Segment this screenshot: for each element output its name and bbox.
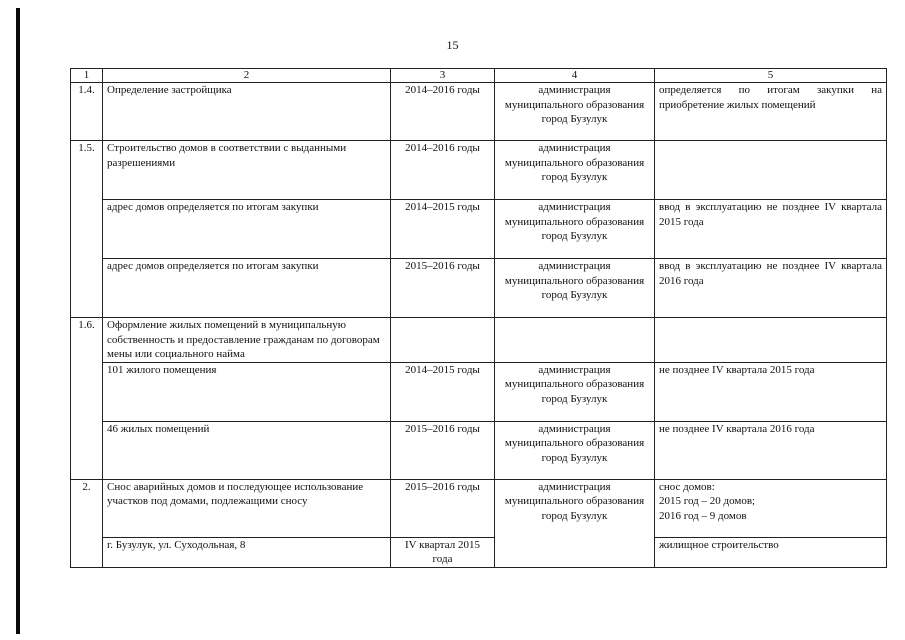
executor-cell: администрация муниципального образования город Бузулук xyxy=(495,362,655,421)
row-number: 2. xyxy=(71,479,103,567)
result-cell xyxy=(655,479,887,537)
action-cell: 101 жилого помещения xyxy=(103,362,391,421)
page-number: 15 xyxy=(446,38,459,52)
row-number: 1.4. xyxy=(71,83,103,141)
result-cell xyxy=(655,318,887,363)
table-row xyxy=(71,421,887,479)
result-cell: жилищное строительство xyxy=(655,537,887,567)
action-cell: Строительство домов в соответствии с выданными разрешениями xyxy=(103,141,391,200)
table-row xyxy=(71,141,887,200)
executor-cell: администрация муниципального образования город Бузулук xyxy=(495,421,655,479)
table-header-row xyxy=(71,69,887,83)
result-cell xyxy=(655,141,887,200)
executor-cell: администрация муниципального образования город Бузулук xyxy=(495,141,655,200)
period-cell: IV квартал 2015 года xyxy=(391,537,495,567)
executor-cell: администрация муниципального образования город Бузулук xyxy=(495,259,655,318)
table-row xyxy=(71,537,887,567)
action-cell: адрес домов определяется по итогам закупки xyxy=(103,200,391,259)
action-cell: адрес домов определяется по итогам закупки xyxy=(103,259,391,318)
table-row xyxy=(71,479,887,537)
column-header: 5 xyxy=(655,69,887,83)
table-row xyxy=(71,83,887,141)
period-cell: 2014–2015 годы xyxy=(391,362,495,421)
program-table xyxy=(70,68,887,568)
period-cell: 2014–2016 годы xyxy=(391,141,495,200)
action-cell: 46 жилых помещений xyxy=(103,421,391,479)
table-row xyxy=(71,318,887,363)
period-cell: 2015–2016 годы xyxy=(391,259,495,318)
action-cell: Оформление жилых помещений в муниципальную собственность и предоставление гражданам по договорам мены или социального найма xyxy=(103,318,391,363)
table-row xyxy=(71,362,887,421)
result-cell: не позднее IV квартала 2016 года xyxy=(655,421,887,479)
result-cell: ввод в эксплуатацию не позднее IV квартала 2015 года xyxy=(655,200,887,259)
period-cell xyxy=(391,318,495,363)
executor-cell: администрация муниципального образования город Бузулук xyxy=(495,200,655,259)
column-header: 3 xyxy=(391,69,495,83)
column-header: 1 xyxy=(71,69,103,83)
action-cell: г. Бузулук, ул. Суходольная, 8 xyxy=(103,537,391,567)
result-cell: ввод в эксплуатацию не позднее IV квартала 2016 года xyxy=(655,259,887,318)
row-number: 1.6. xyxy=(71,318,103,480)
table-row xyxy=(71,259,887,318)
column-header: 2 xyxy=(103,69,391,83)
result-line: снос домов: xyxy=(659,480,715,493)
scan-edge-bar xyxy=(16,8,20,634)
result-cell: определяется по итогам закупки на приобретение жилых помещений xyxy=(655,83,887,141)
action-cell: Определение застройщика xyxy=(103,83,391,141)
period-cell: 2014–2016 годы xyxy=(391,83,495,141)
period-cell: 2015–2016 годы xyxy=(391,479,495,537)
executor-cell: администрация муниципального образования город Бузулук xyxy=(495,479,655,567)
period-cell: 2015–2016 годы xyxy=(391,421,495,479)
executor-cell: администрация муниципального образования город Бузулук xyxy=(495,83,655,141)
table-row xyxy=(71,200,887,259)
result-line: 2015 год – 20 домов; xyxy=(659,495,756,507)
period-cell: 2014–2015 годы xyxy=(391,200,495,259)
result-line: 2016 год – 9 домов xyxy=(659,509,747,522)
result-cell: не позднее IV квартала 2015 года xyxy=(655,362,887,421)
action-cell: Снос аварийных домов и последующее использование участков под домами, подлежащими сносу xyxy=(103,479,391,537)
executor-cell xyxy=(495,318,655,363)
column-header: 4 xyxy=(495,69,655,83)
row-number: 1.5. xyxy=(71,141,103,318)
